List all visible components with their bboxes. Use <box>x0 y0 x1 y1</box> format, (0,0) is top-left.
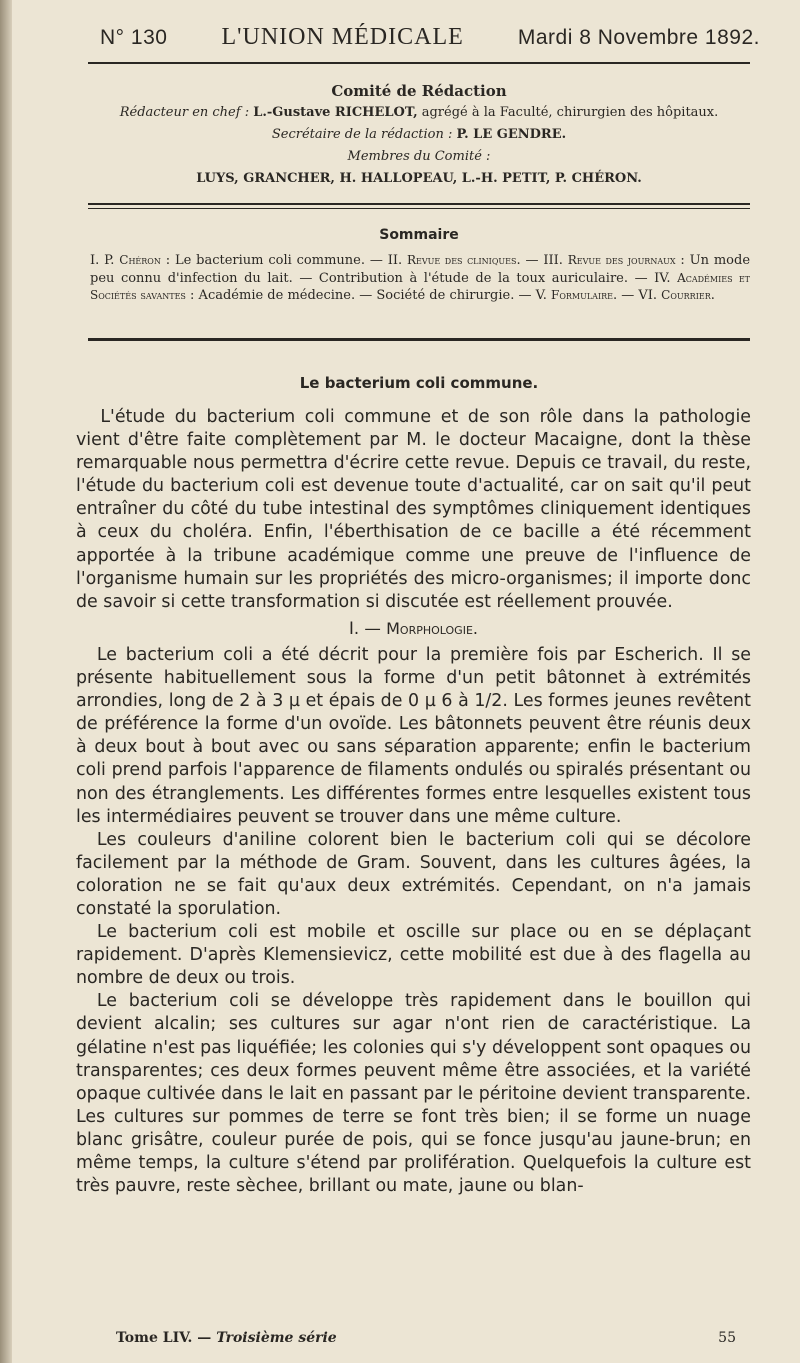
section-title: Morphologie. <box>386 618 478 638</box>
editor-line <box>88 102 750 124</box>
section-number: I. — <box>349 618 387 638</box>
editorial-committee <box>88 80 750 190</box>
summary-end: . <box>710 288 715 303</box>
paragraph-5: Le bacterium coli se développe très rapidement dans le bouillon qui devient alcalin; ses cultures sur agar n'ont rien de caractéristique. La gélatine n'est pas liquéfiée; les colonies qui s'y développent sont opaques ou transparentes; ces deux formes peuvent même être associées, et la variété opaque cultivée dans le lait en passant par le péritoine devient transparente. Les cultures sur pommes de terre se font très bien; il se forme un nuage blanc grisâtre, couleur purée de pois, qui se fonce jusqu'au jaune-brun; en même temps, la culture s'étend par prolifération. Quelquefois la culture est très pauvre, reste sèchee, brillant ou mate, jaune ou blan- <box>76 991 751 1197</box>
journal-title: L'UNION MÉDICALE <box>221 24 464 50</box>
summary-iv-text: : Académie de médecine. — Société de chirurgie. — V. <box>185 288 552 303</box>
summary-vi-label: Courrier <box>661 288 711 302</box>
committee-heading: Comité de Rédaction <box>331 82 507 100</box>
summary-title: Sommaire <box>379 227 459 243</box>
editor-desc: agrégé à la Faculté, chirurgien des hôpitaux. <box>421 105 719 120</box>
header-rule <box>88 62 750 64</box>
paragraph-1: L'étude du bacterium coli commune et de son rôle dans la pathologie vient d'être faite complètement par M. le docteur Macaigne, dont la thèse remarquable nous permettra d'écrire cette revue. Depuis ce travail, du reste, l'étude du bacterium coli est devenue toute d'actualité, car on sait qu'il peut entraîner du côté du tube intestinal des symptômes cliniquement identiques à ceux du choléra. Enfin, l'éberthisation de ce bacille a été récemment apportée à la tribune académique comme une preuve de l'influence de l'organisme humain sur les propriétés des micro-organismes; il importe donc de savoir si cette transformation si discutée est réellement prouvée. <box>76 407 751 612</box>
page-footer <box>116 1330 736 1346</box>
article-body <box>76 406 751 1198</box>
section-heading <box>76 617 751 640</box>
summary-i-author: Chéron <box>119 253 161 267</box>
page-binding-edge <box>0 0 12 1363</box>
summary-iii-label: Revue des journaux <box>567 253 676 267</box>
committee-rule-bottom <box>88 208 750 209</box>
summary-ii-sep: . — III. <box>516 253 568 268</box>
editor-label: Rédacteur en chef : <box>119 105 250 120</box>
page-number: 55 <box>718 1330 736 1346</box>
secretary-name: P. LE GENDRE. <box>456 127 567 142</box>
secretary-line <box>88 124 750 146</box>
summary-ii-label: Revue des cliniques <box>407 253 517 267</box>
volume-tome: Tome LIV. — <box>116 1330 212 1346</box>
volume-label <box>116 1330 337 1346</box>
volume-series: Troisième série <box>216 1330 337 1346</box>
paragraph-2: Le bacterium coli a été décrit pour la première fois par Escherich. Il se présente habituellement sous la forme d'un petit bâtonnet à extrémités arrondies, long de 2 à 3 µ et épais de 0 µ 6 à 1/2. Les formes jeunes revêtent de préférence la forme d'un ovoïde. Les bâtonnets peuvent être réunis deux à deux bout à bout avec ou sans séparation apparente; enfin le bacterium coli prend parfois l'apparence de filaments ondulés ou spiralés présentant ou non des étranglements. Les différentes formes entre lesquelles existent tous les intermédiaires peuvent se trouver dans une même culture. <box>76 644 751 827</box>
paragraph-3: Les couleurs d'aniline colorent bien le bacterium coli qui se décolore facilement par la méthode de Gram. Souvent, dans les cultures âgées, la coloration ne se fait qu'aux deux extrémités. Cependant, on n'a jamais constaté la sporulation. <box>76 829 751 919</box>
summary-v-label: Formulaire <box>551 288 613 302</box>
members-names: LUYS, GRANCHER, H. HALLOPEAU, L.-H. PETIT, P. CHÉRON. <box>196 171 642 186</box>
editor-name: L.-Gustave RICHELOT, <box>253 105 418 120</box>
summary-text <box>90 252 750 305</box>
summary-i-text: : Le bacterium coli commune. — II. <box>160 253 407 268</box>
paragraph-4: Le bacterium coli est mobile et oscille sur place ou en se déplaçant rapidement. D'après Klemensievicz, cette mobilité est due à des flagella au nombre de deux ou trois. <box>76 922 751 989</box>
summary-iv-label: Académies et Sociétés savantes <box>90 270 750 302</box>
committee-rule-top <box>88 203 750 205</box>
summary-rule <box>88 338 750 341</box>
issue-date: Mardi 8 Novembre 1892. <box>517 26 760 49</box>
secretary-label: Secrétaire de la rédaction : <box>271 127 453 142</box>
summary-v-sep: . — VI. <box>612 288 662 303</box>
summary-i-num: I. P. <box>90 253 115 268</box>
article-title: Le bacterium coli commune. <box>299 374 539 392</box>
issue-number: N° 130 <box>100 26 168 49</box>
members-label: Membres du Comité : <box>347 149 491 164</box>
summary-iii-text: : Un mode peu connu d'infection du lait. — Contribution à l'étude de la toux auriculaire. — IV. <box>90 253 751 286</box>
page-header <box>100 24 760 51</box>
